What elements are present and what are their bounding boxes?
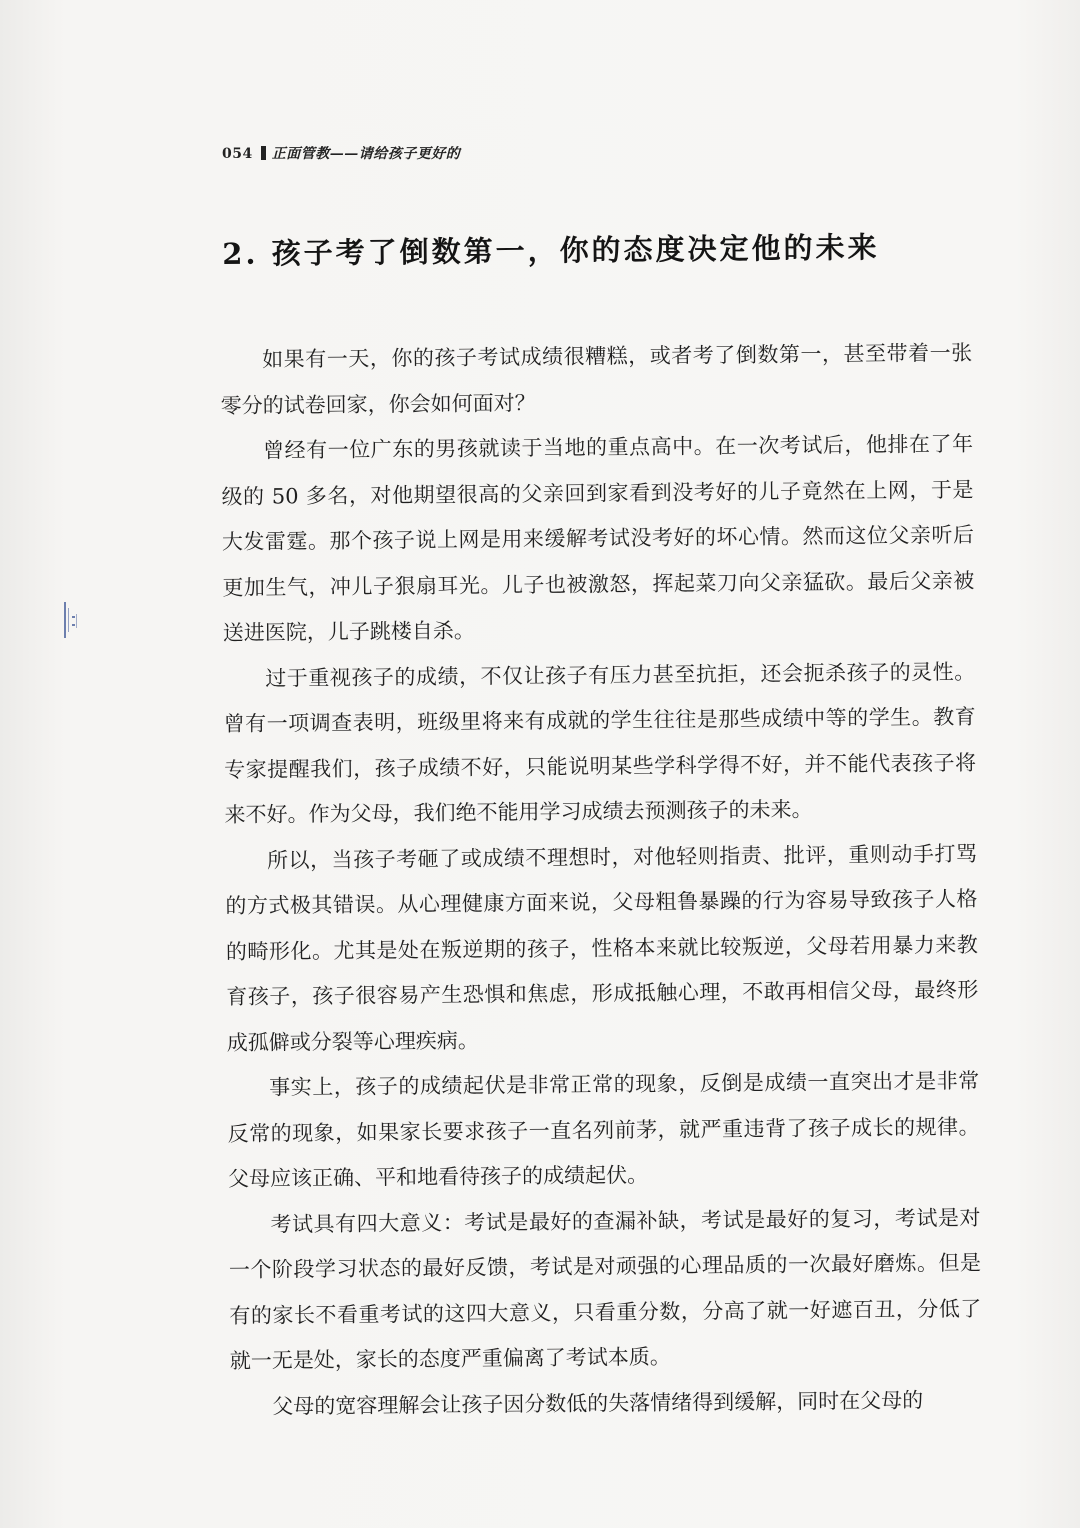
paragraph: 曾经有一位广东的男孩就读于当地的重点高中。在一次考试后，他排在了年级的 50 多名，对他期望很高的父亲回到家看到没考好的儿子竟然在上网，于是大发雷霆。那个孩子说上网是用来缓解考试没考好的坏心情。然而这位父亲听后更加生气，冲儿子狠扇耳光。儿子也被激怒，挥起菜刀向父亲猛砍。最后父亲被送进医院，儿子跳楼自杀。 — [221, 431, 975, 645]
page-number: 054 — [222, 146, 253, 162]
body-text — [220, 331, 982, 1430]
paragraph: 考试具有四大意义：考试是最好的查漏补缺，考试是最好的复习，考试是对一个阶段学习状态的最好反馈，考试是对顽强的心理品质的一次最好磨炼。但是有的家长不看重考试的这四大意义，只看重分数，分高了就一好遮百丑，分低了就一无是处，家长的态度严重偏离了考试本质。 — [228, 1205, 982, 1373]
paragraph: 过于重视孩子的成绩，不仅让孩子有压力甚至抗拒，还会扼杀孩子的灵性。曾有一项调查表明，班级里将来有成就的学生往往是那些成绩中等的学生。教育专家提醒我们，孩子成绩不好，只能说明某些学科学得不好，并不能代表孩子将来不好。作为父母，我们绝不能用学习成绩去预测孩子的未来。 — [223, 659, 977, 827]
paragraph: 父母的宽容理解会让孩子因分数低的失落情绪得到缓解，同时在父母的 — [272, 1387, 924, 1419]
running-header — [222, 143, 460, 163]
paragraph: 事实上，孩子的成绩起伏是非常正常的现象，反倒是成绩一直突出才是非常反常的现象，如果家长要求孩子一直名列前茅，就严重违背了孩子成长的规律。父母应该正确、平和地看待孩子的成绩起伏。 — [227, 1068, 980, 1191]
paragraph: 所以，当孩子考砸了或成绩不理想时，对他轻则指责、批评，重则动手打骂的方式极其错误。从心理健康方面来说，父母粗鲁暴躁的行为容易导致孩子人格的畸形化。尤其是处在叛逆期的孩子，性格本来就比较叛逆，父母若用暴力来教育孩子，孩子很容易产生恐惧和焦虑，形成抵触心理，不敢再相信父母，最终形成孤僻或分裂等心理疾病。 — [225, 841, 979, 1055]
margin-ink-mark — [62, 598, 80, 648]
paragraph: 如果有一天，你的孩子考试成绩很糟糕，或者考了倒数第一，甚至带着一张零分的试卷回家，你会如何面对？ — [220, 340, 973, 418]
section-title: 2. 孩子考了倒数第一，你的态度决定他的未来 — [222, 230, 880, 271]
book-title: 正面管教——请给孩子更好的 — [271, 146, 461, 162]
header-bar-mark — [261, 146, 266, 160]
